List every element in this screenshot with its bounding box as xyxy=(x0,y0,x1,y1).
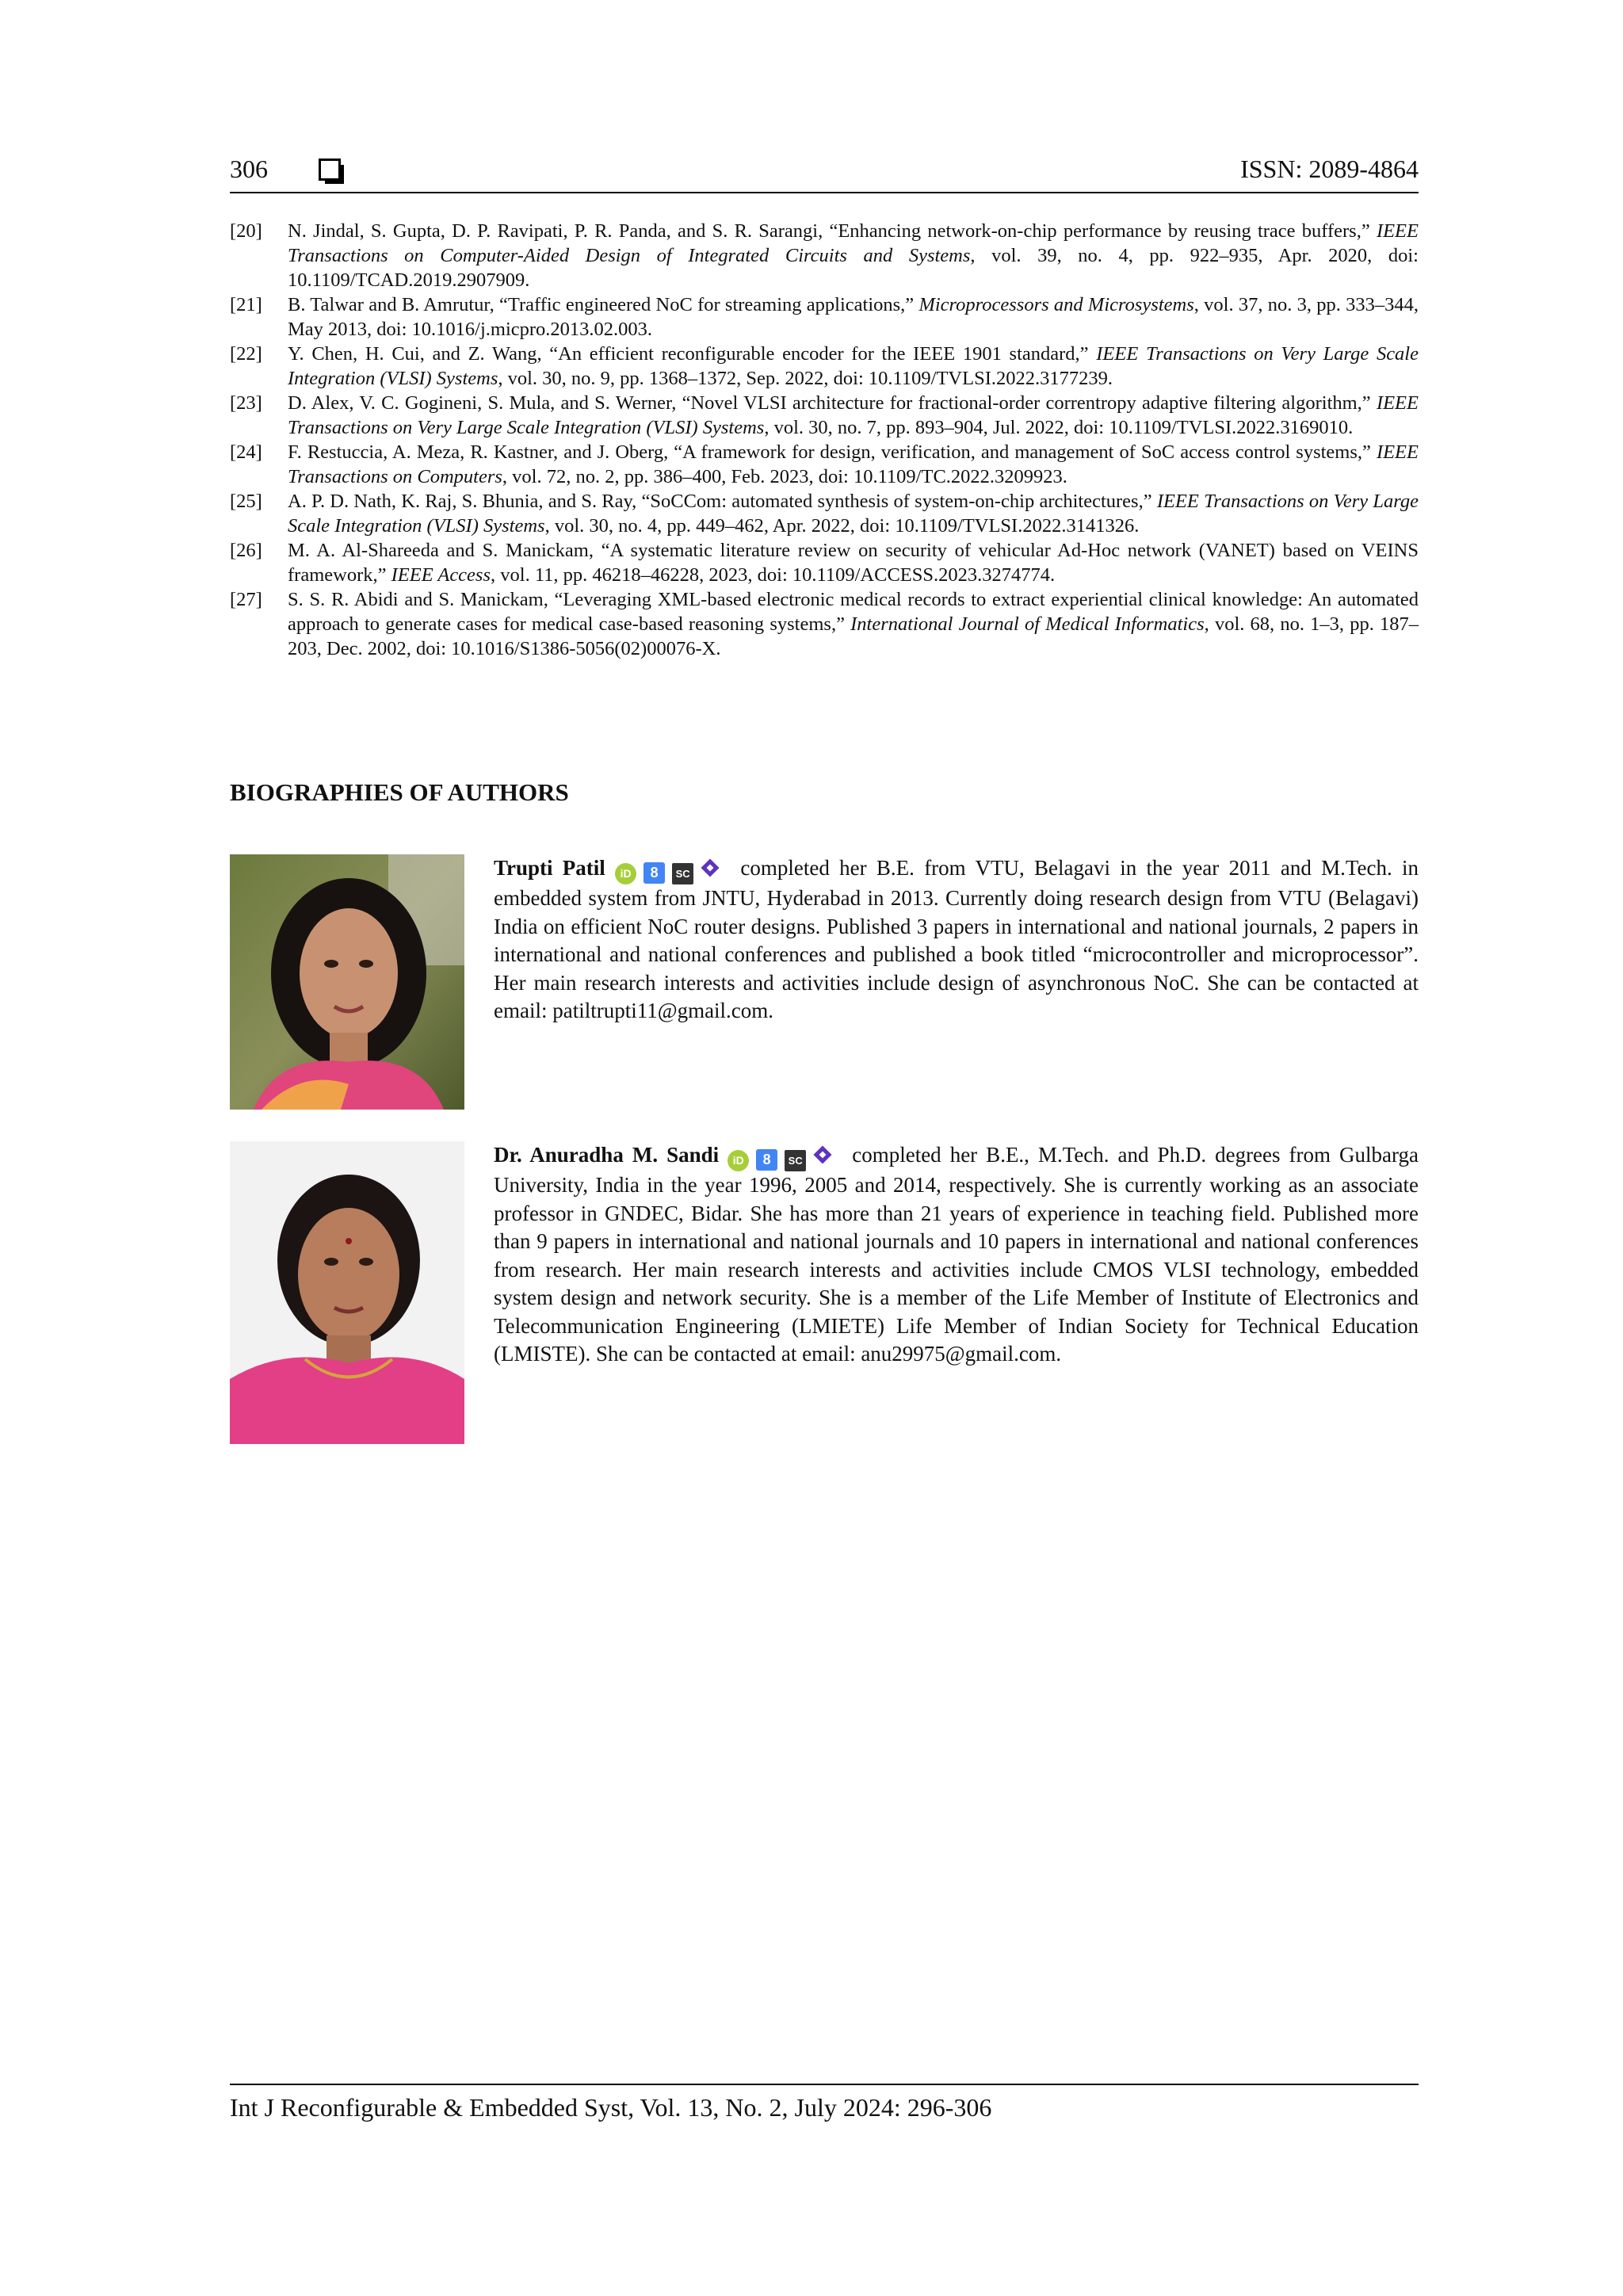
reference-venue: IEEE Transactions on Computers xyxy=(288,441,1419,487)
references-list xyxy=(230,219,1419,661)
reference-venue: IEEE Transactions on Very Large Scale Integration (VLSI) Systems xyxy=(288,491,1419,537)
scopus-icon[interactable]: SC xyxy=(785,1150,806,1171)
biographies-heading: BIOGRAPHIES OF AUTHORS xyxy=(230,778,569,806)
reference-text xyxy=(288,489,1419,538)
reference-text xyxy=(288,342,1419,391)
reference-segment: D. Alex, V. C. Gogineni, S. Mula, and S. Werner, “Novel VLSI architecture for fractional-order correntropy adaptive filtering algorithm,” xyxy=(288,392,1377,414)
reference-text xyxy=(288,391,1419,440)
reference-segment: M. A. Al-Shareeda and S. Manickam, “A systematic literature review on security of vehicular Ad-Hoc network (VANET) based on VEINS framework,” xyxy=(288,540,1419,586)
reference-segment: A. P. D. Nath, K. Raj, S. Bhunia, and S. Ray, “SoCCom: automated synthesis of system-on-chip architectures,” xyxy=(288,491,1157,512)
author-name: Dr. Anuradha M. Sandi xyxy=(494,1143,720,1167)
reference-text xyxy=(288,538,1419,587)
reference-venue: IEEE Transactions on Very Large Scale Integration (VLSI) Systems xyxy=(288,343,1419,389)
web-of-science-icon[interactable] xyxy=(813,1145,832,1164)
page-header xyxy=(230,151,1419,193)
reference-number: [25] xyxy=(230,491,262,512)
reference-text xyxy=(288,440,1419,489)
reference-item xyxy=(230,538,1419,587)
reference-item xyxy=(230,489,1419,538)
journal-citation: Int J Reconfigurable & Embedded Syst, Vol. 13, No. 2, July 2024: 296-306 xyxy=(230,2093,992,2122)
author-name: Trupti Patil xyxy=(494,856,605,880)
issn: ISSN: 2089-4864 xyxy=(1240,155,1419,183)
reference-venue: IEEE Access xyxy=(391,564,491,586)
reference-item xyxy=(230,440,1419,489)
reference-segment: , vol. 30, no. 7, pp. 893–904, Jul. 2022, doi: 10.1109/TVLSI.2022.3169010. xyxy=(764,417,1354,438)
orcid-icon[interactable]: iD xyxy=(727,1150,749,1171)
orcid-icon[interactable]: iD xyxy=(615,863,636,884)
author-bio-text xyxy=(494,1141,1419,1369)
web-of-science-icon[interactable] xyxy=(701,858,720,877)
reference-venue: IEEE Transactions on Computer-Aided Design of Integrated Circuits and Systems xyxy=(288,220,1419,266)
reference-segment: , vol. 30, no. 4, pp. 449–462, Apr. 2022, doi: 10.1109/TVLSI.2022.3141326. xyxy=(544,515,1140,537)
reference-number: [26] xyxy=(230,540,262,561)
checkbox-square-icon xyxy=(319,159,341,181)
author-photo xyxy=(230,1141,464,1444)
reference-item xyxy=(230,342,1419,391)
reference-number: [21] xyxy=(230,294,262,315)
author-bio-text xyxy=(494,854,1419,1026)
reference-segment: , vol. 68, no. 1–3, pp. 187–203, Dec. 2002, doi: 10.1016/S1386-5056(02)00076-X. xyxy=(288,613,1419,659)
reference-segment: Y. Chen, H. Cui, and Z. Wang, “An efficient reconfigurable encoder for the IEEE 1901 standard,” xyxy=(288,343,1097,365)
reference-item xyxy=(230,587,1419,661)
reference-venue: IEEE Transactions on Very Large Scale Integration (VLSI) Systems xyxy=(288,392,1419,438)
reference-segment: , vol. 39, no. 4, pp. 922–935, Apr. 2020, doi: 10.1109/TCAD.2019.2907909. xyxy=(288,245,1419,291)
reference-segment: S. S. R. Abidi and S. Manickam, “Leveraging XML-based electronic medical records to extract experiential clinical knowledge: An automated approach to generate cases for medical case-based reasoning systems,” xyxy=(288,589,1419,635)
author-bio-body: completed her B.E. from VTU, Belagavi in the year 2011 and M.Tech. in embedded system from JNTU, Hyderabad in 2013. Currently doing research design from VTU (Belagavi) India on efficient NoC router designs. Published 3 papers in international and national journals, 2 papers in international and national conferences and published a book titled “microcontroller and microprocessor”. Her main research interests and activities include design of asynchronous NoC. She can be contacted at email: patiltrupti11@gmail.com. xyxy=(494,856,1419,1022)
reference-item xyxy=(230,219,1419,292)
reference-text xyxy=(288,292,1419,342)
reference-venue: Microprocessors and Microsystems xyxy=(918,294,1194,315)
reference-segment: , vol. 30, no. 9, pp. 1368–1372, Sep. 2022, doi: 10.1109/TVLSI.2022.3177239. xyxy=(498,368,1113,389)
reference-segment: , vol. 72, no. 2, pp. 386–400, Feb. 2023, doi: 10.1109/TC.2022.3209923. xyxy=(502,466,1067,487)
reference-number: [24] xyxy=(230,441,262,463)
reference-item xyxy=(230,292,1419,342)
scopus-icon[interactable]: SC xyxy=(672,863,693,884)
author-bio-body: completed her B.E., M.Tech. and Ph.D. degrees from Gulbarga University, India in the year 1996, 2005 and 2014, respectively. She is currently working as an associate professor in GNDEC, Bidar. She has more than 21 years of experience in teaching field. Published more than 9 papers in international and national journals and 10 papers in international and national conferences from research. Her main research interests and activities include CMOS VLSI technology, embedded system design and network security. She is a member of the Life Member of Institute of Electronics and Telecommunication Engineering (LMIETE) Life Member of Indian Society for Technical Education (LMISTE). She can be contacted at email: anu29975@gmail.com. xyxy=(494,1143,1419,1366)
reference-number: [27] xyxy=(230,589,262,610)
reference-number: [22] xyxy=(230,343,262,365)
reference-segment: , vol. 37, no. 3, pp. 333–344, May 2013, doi: 10.1016/j.micpro.2013.02.003. xyxy=(288,294,1419,340)
page-number: 306 xyxy=(230,155,268,183)
reference-text xyxy=(288,587,1419,661)
reference-segment: B. Talwar and B. Amrutur, “Traffic engineered NoC for streaming applications,” xyxy=(288,294,919,315)
reference-item xyxy=(230,391,1419,440)
reference-number: [23] xyxy=(230,392,262,414)
reference-venue: International Journal of Medical Informatics xyxy=(850,613,1205,635)
reference-number: [20] xyxy=(230,220,262,242)
google-scholar-icon[interactable]: 8 xyxy=(756,1149,777,1171)
google-scholar-icon[interactable]: 8 xyxy=(643,862,665,884)
reference-text xyxy=(288,219,1419,292)
page-footer xyxy=(230,2084,1419,2122)
reference-segment: , vol. 11, pp. 46218–46228, 2023, doi: 10.1109/ACCESS.2023.3274774. xyxy=(491,564,1056,586)
author-photo xyxy=(230,854,464,1110)
reference-segment: N. Jindal, S. Gupta, D. P. Ravipati, P. R. Panda, and S. R. Sarangi, “Enhancing network-on-chip performance by reusing trace buffers,” xyxy=(288,220,1377,242)
reference-segment: F. Restuccia, A. Meza, R. Kastner, and J. Oberg, “A framework for design, verification, and management of SoC access control systems,” xyxy=(288,441,1377,463)
